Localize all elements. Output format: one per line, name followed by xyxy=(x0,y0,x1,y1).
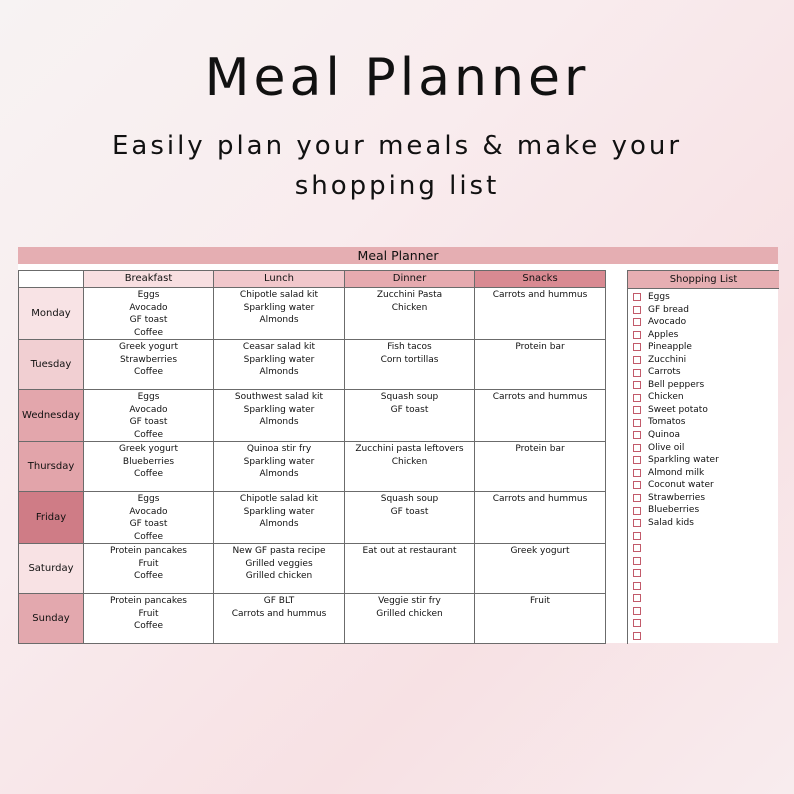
meal-item: Quinoa stir fry xyxy=(246,444,312,454)
list-item xyxy=(633,404,779,417)
list-item xyxy=(633,316,779,329)
checkbox[interactable] xyxy=(633,343,641,351)
meal-item: Avocado xyxy=(129,506,168,517)
meal-grid xyxy=(18,270,606,644)
list-item-label: Quinoa xyxy=(648,430,681,441)
checkbox[interactable] xyxy=(633,293,641,301)
list-item xyxy=(633,592,779,605)
meal-cell[interactable] xyxy=(475,594,606,644)
list-item-label: Chicken xyxy=(648,392,684,403)
shopping-list xyxy=(627,270,779,644)
meal-item: Fruit xyxy=(138,558,159,569)
meal-item: Zucchini pasta leftovers xyxy=(355,444,464,454)
meal-item: GF BLT xyxy=(263,596,295,606)
list-item-label: Sweet potato xyxy=(648,404,708,415)
list-item xyxy=(633,504,779,517)
list-item xyxy=(633,580,779,593)
meal-cell[interactable] xyxy=(214,288,345,340)
meal-item: Coffee xyxy=(133,621,164,631)
meal-cell[interactable] xyxy=(345,390,475,442)
page-subtitle xyxy=(0,126,794,206)
meal-item: Grilled chicken xyxy=(376,608,443,619)
meal-item: Sparkling water xyxy=(243,404,315,415)
list-item xyxy=(633,554,779,567)
meal-item: Strawberries xyxy=(119,354,178,365)
meal-item: Fruit xyxy=(138,608,159,619)
meal-cell[interactable] xyxy=(84,544,214,594)
meal-item: Fruit xyxy=(530,596,550,606)
list-item-label: GF bread xyxy=(648,304,689,315)
meal-item: Carrots and hummus xyxy=(492,494,588,504)
checkbox[interactable] xyxy=(633,456,641,464)
checkbox[interactable] xyxy=(633,532,641,540)
checkbox[interactable] xyxy=(633,431,641,439)
meal-item: Almonds xyxy=(259,469,299,479)
shopping-list-title: Shopping List xyxy=(628,271,779,289)
day-label-saturday: Saturday xyxy=(19,544,84,594)
meal-item: Coffee xyxy=(133,429,164,440)
list-item xyxy=(633,429,779,442)
col-header-dinner: Dinner xyxy=(345,271,475,288)
meal-item: Fish tacos xyxy=(387,342,432,352)
shopping-list-items xyxy=(628,289,779,642)
meal-cell[interactable] xyxy=(84,442,214,492)
list-item xyxy=(633,329,779,342)
meal-cell[interactable] xyxy=(214,390,345,442)
checkbox[interactable] xyxy=(633,632,641,640)
list-item xyxy=(633,630,779,643)
meal-item: Zucchini Pasta xyxy=(376,290,443,300)
checkbox[interactable] xyxy=(633,507,641,515)
list-item-label: Almond milk xyxy=(648,467,705,478)
meal-item: GF toast xyxy=(390,404,429,415)
meal-item: Greek yogurt xyxy=(118,444,179,454)
day-label-monday: Monday xyxy=(19,288,84,340)
table-row xyxy=(19,288,606,340)
checkbox[interactable] xyxy=(633,544,641,552)
meal-item: GF toast xyxy=(129,417,168,427)
list-item xyxy=(633,567,779,580)
checkbox[interactable] xyxy=(633,607,641,615)
list-item xyxy=(633,416,779,429)
meal-cell[interactable] xyxy=(475,544,606,594)
meal-item: New GF pasta recipe xyxy=(232,546,326,556)
planner-banner: Meal Planner xyxy=(18,247,778,264)
meal-item: Carrots and hummus xyxy=(492,392,588,402)
meal-item: GF toast xyxy=(129,519,168,529)
table-row xyxy=(19,544,606,594)
meal-item: Blueberries xyxy=(122,456,175,467)
list-item xyxy=(633,341,779,354)
meal-cell[interactable] xyxy=(214,492,345,544)
meal-cell[interactable] xyxy=(345,594,475,644)
meal-item: Eggs xyxy=(137,290,160,300)
list-item xyxy=(633,304,779,317)
table-row xyxy=(19,390,606,442)
list-item xyxy=(633,442,779,455)
list-item xyxy=(633,354,779,367)
meal-item: Protein pancakes xyxy=(110,596,187,606)
checkbox[interactable] xyxy=(633,619,641,627)
list-item xyxy=(633,391,779,404)
meal-item: Avocado xyxy=(129,302,168,313)
checkbox[interactable] xyxy=(633,444,641,452)
meal-cell[interactable] xyxy=(345,492,475,544)
meal-item: Coffee xyxy=(133,469,164,479)
meal-item: Coffee xyxy=(133,367,164,377)
meal-cell[interactable] xyxy=(214,340,345,390)
corner-cell xyxy=(19,271,84,288)
list-item xyxy=(633,467,779,480)
table-row xyxy=(19,340,606,390)
list-item-label: Apples xyxy=(648,329,679,340)
meal-item: Chipotle salad kit xyxy=(239,290,319,300)
meal-item: Chicken xyxy=(391,456,428,467)
meal-item: Chicken xyxy=(391,302,428,313)
checkbox[interactable] xyxy=(633,594,641,602)
meal-cell[interactable] xyxy=(345,340,475,390)
checkbox[interactable] xyxy=(633,369,641,377)
list-item xyxy=(633,379,779,392)
checkbox[interactable] xyxy=(633,481,641,489)
checkbox[interactable] xyxy=(633,494,641,502)
meal-item: Protein pancakes xyxy=(110,546,187,556)
list-item-label: Tomatos xyxy=(648,417,686,428)
meal-cell[interactable] xyxy=(345,288,475,340)
list-item-label: Eggs xyxy=(648,292,670,302)
meal-item: Coffee xyxy=(133,571,164,581)
checkbox[interactable] xyxy=(633,331,641,339)
meal-item: Sparkling water xyxy=(243,302,315,313)
meal-item: Eggs xyxy=(137,392,160,402)
checkbox[interactable] xyxy=(633,394,641,402)
meal-item: Avocado xyxy=(129,404,168,415)
day-label-wednesday: Wednesday xyxy=(19,390,84,442)
meal-cell[interactable] xyxy=(84,288,214,340)
meal-item: Eggs xyxy=(137,494,160,504)
meal-cell[interactable] xyxy=(214,442,345,492)
meal-item: Coffee xyxy=(133,531,164,542)
meal-cell[interactable] xyxy=(475,492,606,544)
meal-cell[interactable] xyxy=(214,544,345,594)
checkbox[interactable] xyxy=(633,381,641,389)
meal-item: Carrots and hummus xyxy=(492,290,588,300)
meal-item: Veggie stir fry xyxy=(378,596,441,606)
meal-item: Almonds xyxy=(259,315,299,325)
list-item-label: Coconut water xyxy=(648,480,714,491)
list-item xyxy=(633,366,779,379)
list-item xyxy=(633,605,779,618)
meal-cell[interactable] xyxy=(84,594,214,644)
meal-item: GF toast xyxy=(390,506,429,517)
meal-cell[interactable] xyxy=(84,340,214,390)
day-label-friday: Friday xyxy=(19,492,84,544)
meal-item: Sparkling water xyxy=(243,456,315,467)
checkbox[interactable] xyxy=(633,318,641,326)
header-row xyxy=(19,271,606,288)
table-row xyxy=(19,594,606,644)
meal-cell[interactable] xyxy=(475,442,606,492)
meal-item: Sparkling water xyxy=(243,506,315,517)
list-item xyxy=(633,617,779,630)
day-label-sunday: Sunday xyxy=(19,594,84,644)
meal-item: Protein bar xyxy=(515,342,565,352)
checkbox[interactable] xyxy=(633,419,641,427)
meal-cell[interactable] xyxy=(84,390,214,442)
list-item-label: Pineapple xyxy=(648,342,692,353)
meal-item: Squash soup xyxy=(380,494,439,504)
meal-cell[interactable] xyxy=(345,544,475,594)
list-item-label: Zucchini xyxy=(648,354,687,365)
checkbox[interactable] xyxy=(633,406,641,414)
meal-item: Sparkling water xyxy=(243,354,315,365)
col-header-snacks: Snacks xyxy=(475,271,606,288)
meal-item: Ceasar salad kit xyxy=(242,342,316,352)
list-item-label: Sparkling water xyxy=(648,455,719,466)
meal-item: Protein bar xyxy=(515,444,565,454)
meal-item: Squash soup xyxy=(380,392,439,402)
meal-cell[interactable] xyxy=(84,492,214,544)
day-label-tuesday: Tuesday xyxy=(19,340,84,390)
table-row xyxy=(19,442,606,492)
subtitle-line-1: Easily plan your meals & make your xyxy=(111,131,683,161)
subtitle-line-2: shopping list xyxy=(294,171,500,201)
meal-item: GF toast xyxy=(129,315,168,325)
planner-sheet xyxy=(18,247,778,643)
meal-item: Coffee xyxy=(133,327,164,338)
list-item xyxy=(633,454,779,467)
list-item-label: Strawberries xyxy=(648,492,706,503)
col-header-lunch: Lunch xyxy=(214,271,345,288)
meal-item: Eat out at restaurant xyxy=(362,546,457,556)
meal-item: Almonds xyxy=(259,417,299,427)
meal-item: Greek yogurt xyxy=(118,342,179,352)
list-item-label: Avocado xyxy=(648,317,687,328)
checkbox[interactable] xyxy=(633,356,641,364)
list-item-label: Blueberries xyxy=(648,505,700,516)
list-item xyxy=(633,291,779,304)
meal-item: Almonds xyxy=(259,519,299,529)
list-item xyxy=(633,529,779,542)
checkbox[interactable] xyxy=(633,306,641,314)
meal-item: Southwest salad kit xyxy=(234,392,324,402)
checkbox[interactable] xyxy=(633,557,641,565)
list-item-label: Carrots xyxy=(648,367,681,378)
list-item xyxy=(633,492,779,505)
checkbox[interactable] xyxy=(633,569,641,577)
list-item xyxy=(633,517,779,530)
checkbox[interactable] xyxy=(633,582,641,590)
meal-item: Grilled chicken xyxy=(245,571,313,581)
meal-item: Greek yogurt xyxy=(510,546,570,556)
col-header-breakfast: Breakfast xyxy=(84,271,214,288)
list-item xyxy=(633,542,779,555)
meal-item: Carrots and hummus xyxy=(231,608,327,619)
meal-item: Corn tortillas xyxy=(380,354,439,365)
list-item xyxy=(633,479,779,492)
meal-cell[interactable] xyxy=(475,288,606,340)
page-title: Meal Planner xyxy=(204,48,590,108)
table-row xyxy=(19,492,606,544)
meal-cell[interactable] xyxy=(475,340,606,390)
checkbox[interactable] xyxy=(633,469,641,477)
meal-cell[interactable] xyxy=(475,390,606,442)
list-item-label: Bell peppers xyxy=(648,379,705,390)
checkbox[interactable] xyxy=(633,519,641,527)
meal-cell[interactable] xyxy=(214,594,345,644)
meal-cell[interactable] xyxy=(345,442,475,492)
day-label-thursday: Thursday xyxy=(19,442,84,492)
meal-item: Grilled veggies xyxy=(245,558,313,569)
list-item-label: Olive oil xyxy=(648,442,685,453)
list-item-label: Salad kids xyxy=(648,517,694,528)
meal-item: Chipotle salad kit xyxy=(239,494,319,504)
meal-item: Almonds xyxy=(259,367,299,377)
